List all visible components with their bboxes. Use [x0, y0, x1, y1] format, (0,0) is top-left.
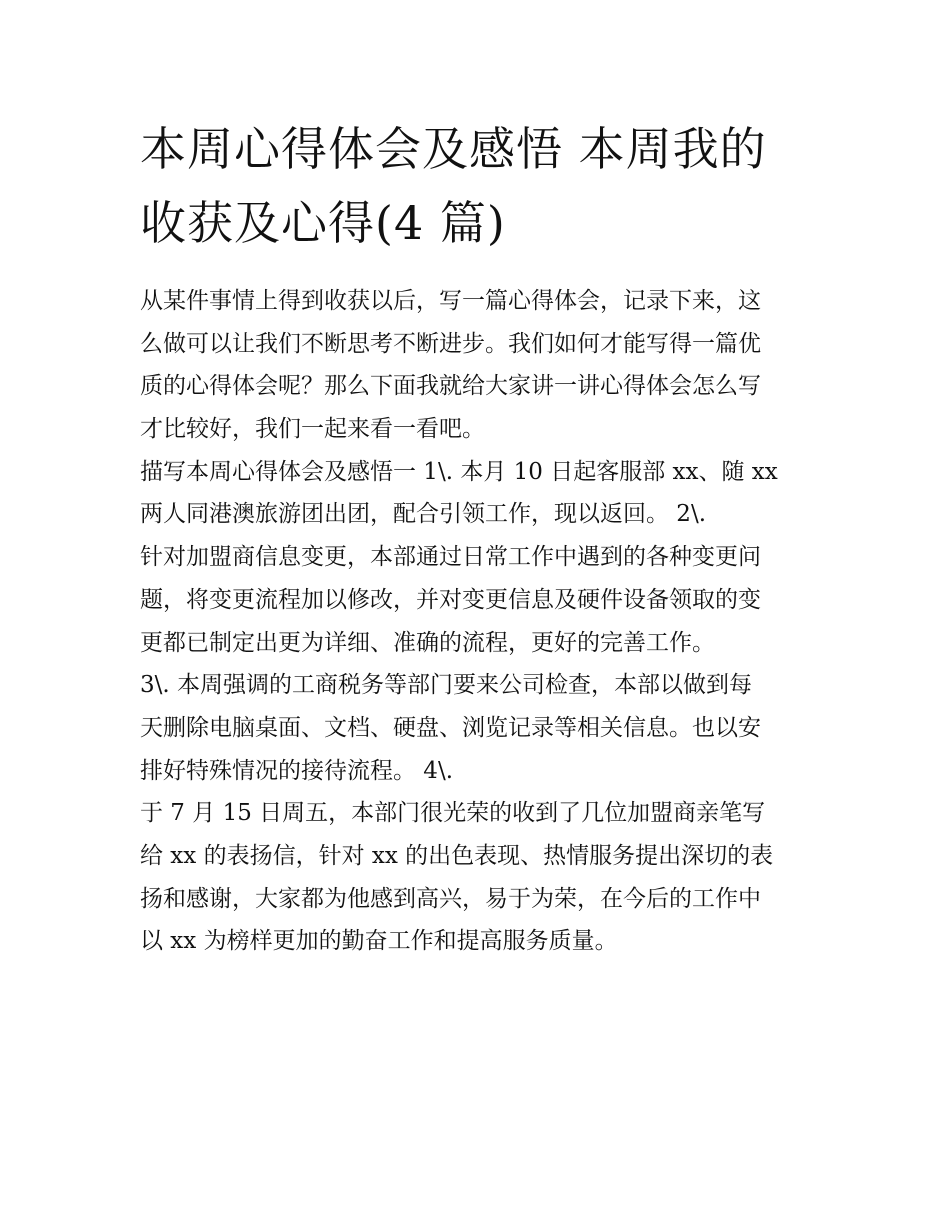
body-line: 天删除电脑桌面、文档、硬盘、浏览记录等相关信息。也以安 [140, 714, 761, 741]
body-line: 从某件事情上得到收获以后，写一篇心得体会，记录下来，这 [140, 288, 761, 314]
body-line: 质的心得体会呢？那么下面我就给大家讲一讲心得体会怎么写 [140, 373, 761, 400]
document-body [140, 280, 830, 963]
body-line: 描写本周心得体会及感悟一 1\. 本月 10 日起客服部 xx、随 xx [140, 458, 778, 485]
body-line: 么做可以让我们不断思考不断进步。我们如何才能写得一篇优 [140, 330, 761, 357]
body-line: 以 xx 为榜样更加的勤奋工作和提高服务质量。 [140, 928, 618, 955]
title-line-2: 收获及心得(4 篇) [140, 196, 506, 250]
body-line: 题，将变更流程加以修改，并对变更信息及硬件设备领取的变 [140, 586, 761, 613]
body-line: 更都已制定出更为详细、准确的流程，更好的完善工作。 [140, 629, 715, 656]
body-line: 给 xx 的表扬信，针对 xx 的出色表现、热情服务提出深切的表 [140, 842, 774, 869]
document-title [140, 112, 830, 260]
body-line: 3\. 本周强调的工商税务等部门要来公司检查，本部以做到每 [140, 672, 753, 699]
body-line: 才比较好，我们一起来看一看吧。 [140, 416, 485, 443]
title-line-1: 本周心得体会及感悟 本周我的 [140, 122, 767, 176]
body-line: 于 7 月 15 日周五，本部门很光荣的收到了几位加盟商亲笔写 [140, 800, 766, 827]
body-line: 两人同港澳旅游团出团，配合引领工作，现以返回。 2\. [140, 501, 707, 528]
body-line: 扬和感谢，大家都为他感到高兴，易于为荣，在今后的工作中 [140, 885, 761, 912]
body-line: 排好特殊情况的接待流程。 4\. [140, 757, 454, 784]
body-line: 针对加盟商信息变更，本部通过日常工作中遇到的各种变更问 [140, 544, 761, 571]
